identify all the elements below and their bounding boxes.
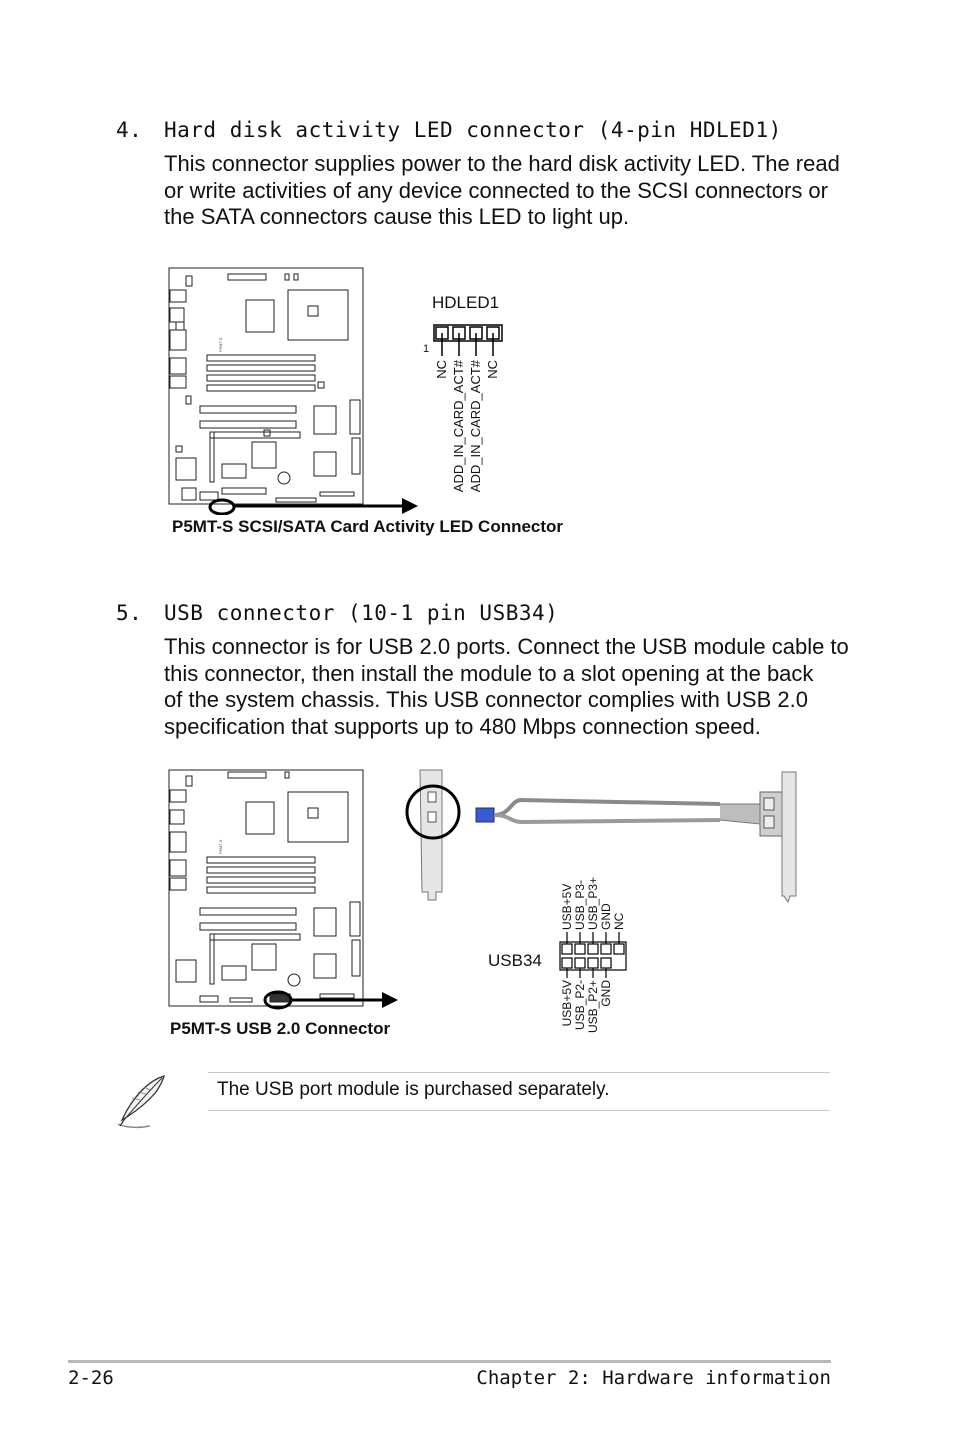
section5-title: USB connector (10-1 pin USB34) — [164, 601, 559, 625]
note-text: The USB port module is purchased separately. — [217, 1079, 610, 1100]
note-bottom-divider — [208, 1110, 830, 1111]
usb34-bottom-pin-label: USB_P2- — [573, 980, 587, 1031]
section4-body — [164, 151, 864, 231]
usb34-label: USB34 — [488, 951, 542, 970]
board-silk-label: P5MT-S — [218, 337, 223, 352]
section4-body-line: This connector supplies power to the hard disk activity LED. The read — [164, 151, 840, 176]
usb34-top-pin-label: NC — [612, 912, 626, 930]
motherboard-outline — [169, 268, 363, 504]
footer-rule — [68, 1360, 831, 1363]
motherboard-diagram-usb — [160, 762, 410, 1012]
section4-body-line: the SATA connectors cause this LED to light up. — [164, 204, 630, 229]
note-top-divider — [208, 1072, 830, 1073]
hdled1-label: HDLED1 — [432, 293, 500, 312]
section5-body-line: This connector is for USB 2.0 ports. Connect the USB module cable to — [164, 634, 849, 659]
hdled1-pin-label: NC — [434, 360, 449, 379]
hdled1-pin-label: NC — [485, 360, 500, 379]
hdled1-pin-header — [434, 325, 502, 356]
motherboard-outline — [169, 770, 363, 1006]
chapter-title: Chapter 2: Hardware information — [476, 1367, 831, 1389]
section4-caption: P5MT-S SCSI/SATA Card Activity LED Connector — [172, 517, 564, 536]
usb34-pin-header-diagram — [480, 870, 640, 1045]
usb34-top-pin-label: USB_P3+ — [586, 876, 600, 930]
highlight-circle — [210, 500, 234, 514]
board-silk-label: P5MT-S — [218, 839, 223, 854]
motherboard-diagram-hdled — [160, 260, 620, 515]
usb34-bottom-pin-label: GND — [599, 980, 613, 1007]
feather-quill-icon — [110, 1070, 172, 1132]
usb34-bottom-pin-label: USB_P2+ — [586, 980, 600, 1034]
usb34-top-pin-label: USB+5V — [560, 883, 574, 930]
usb34-pin-header — [560, 932, 626, 978]
section5-body-line: specification that supports up to 480 Mbps connection speed. — [164, 713, 761, 739]
section4-number: 4. — [116, 118, 143, 142]
usb34-top-pin-label: USB_P3- — [573, 879, 587, 930]
section5-body-line: this connector, then install the module to a slot opening at the back — [164, 660, 814, 686]
section5-caption: P5MT-S USB 2.0 Connector — [170, 1019, 391, 1038]
section5-body — [164, 634, 864, 740]
section5-number: 5. — [116, 601, 143, 625]
page-number: 2-26 — [68, 1367, 114, 1389]
hdled1-pin-label: ADD_IN_CARD_ACT# — [468, 360, 483, 493]
hdled1-pin1-marker: 1 — [423, 343, 430, 355]
usb34-top-pin-label: GND — [599, 903, 613, 930]
section4-body-line: or write activities of any device connected to the SCSI connectors or — [164, 177, 828, 203]
section4-title: Hard disk activity LED connector (4-pin HDLED1) — [164, 118, 782, 142]
usb34-bottom-pin-label: USB+5V — [560, 980, 574, 1027]
hdled1-pin-label: ADD_IN_CARD_ACT# — [451, 360, 466, 493]
section5-body-line: of the system chassis. This USB connector complies with USB 2.0 — [164, 687, 808, 712]
pointer-arrow — [234, 498, 418, 514]
